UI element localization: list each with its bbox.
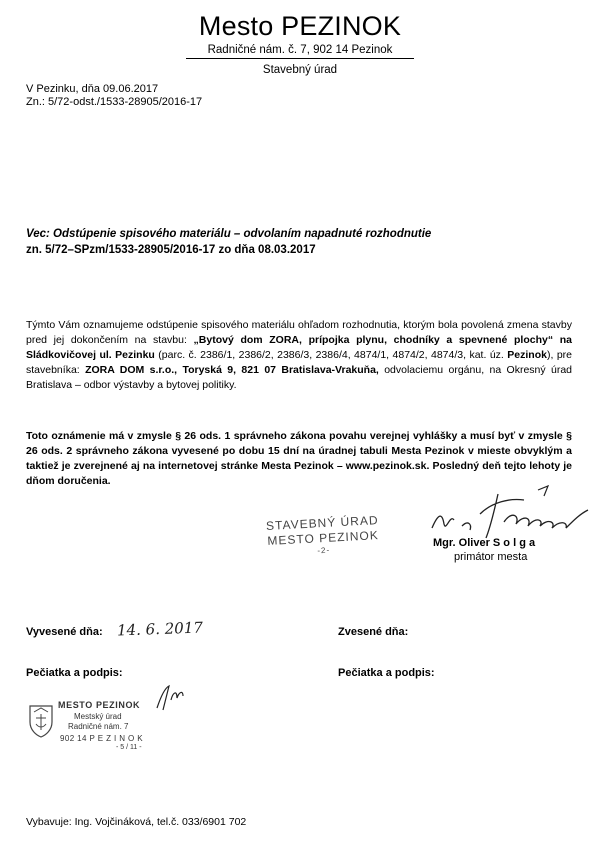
p1-project-name: „Bytový dom ZORA, prípojka plynu, chodníky a spevnené plochy“ na Sládkovičovej ul. Pezinku bbox=[26, 334, 572, 361]
signatory-role: primátor mesta bbox=[454, 551, 528, 563]
round-stamp-line-5: - 5 / 11 - bbox=[116, 744, 142, 751]
stamp-line-2: MESTO PEZINOK bbox=[267, 528, 380, 548]
city-title: Mesto PEZINOK bbox=[198, 11, 402, 41]
handled-by: Vybavuje: Ing. Vojčináková, tel.č. 033/6901 702 bbox=[26, 816, 247, 828]
p1-developer: ZORA DOM s.r.o., Toryská 9, 821 07 Bratislava-Vrakuňa, bbox=[85, 364, 379, 376]
reference-number: Zn.: 5/72-odst./1533-28905/2016-17 bbox=[26, 96, 203, 108]
round-stamp-line-4: 902 14 P E Z I N O K bbox=[60, 734, 143, 743]
coat-of-arms-icon bbox=[28, 704, 54, 738]
mayor-signature-icon bbox=[428, 484, 598, 542]
stamp-line-1: STAVEBNÝ ÚRAD bbox=[265, 513, 379, 533]
round-stamp-line-2: Mestský úrad bbox=[74, 712, 122, 721]
office-stamp bbox=[257, 513, 389, 560]
round-stamp-line-3: Radničné nám. 7 bbox=[68, 722, 129, 731]
posted-label: Vyvesené dňa: bbox=[26, 626, 103, 638]
posted-date-handwritten: 14. 6. 2017 bbox=[116, 618, 204, 640]
round-stamp-line-1: MESTO PEZINOK bbox=[58, 700, 141, 710]
p1-text-a: Týmto Vám oznamujeme odstúpenie spisového materiálu ohľadom rozhodnutia, ktorým bola povolená zmena stavby pred jej dokončením na stavbu: bbox=[26, 319, 572, 346]
p1-text-c: (parc. č. 2386/1, 2386/2, 2386/3, 2386/4, 4874/1, 4874/2, 4874/3, kat. úz. bbox=[154, 349, 508, 361]
removed-label: Zvesené dňa: bbox=[338, 626, 409, 638]
posting-stamp bbox=[28, 698, 188, 764]
paragraph-2: Toto oznámenie má v zmysle § 26 ods. 1 správneho zákona povahu verejnej vyhlášky a musí byť v zmysle § 26 ods. 2 správneho zákona vyvesené po dobu 15 dní na úradnej tabuli Mesta Pezinok v mieste obvyklým a taktiež je zverejnené aj na internetovej stránke Mesta Pezinok – www.pezinok.sk. Posledný deň tejto lehoty je dňom doručenia. bbox=[26, 430, 572, 487]
office-name: Stavebný úrad bbox=[262, 64, 338, 76]
p1-text-g: odvolaciemu orgánu, na Okresný úrad Bratislava – odbor výstavby a bytovej politiky. bbox=[26, 364, 572, 391]
stamp-line-3: -2- bbox=[317, 545, 331, 556]
subject bbox=[26, 226, 431, 258]
stamp-sign-label-right: Pečiatka a podpis: bbox=[338, 667, 435, 679]
subject-line-1: Vec: Odstúpenie spisového materiálu – odvolaním napadnuté rozhodnutie bbox=[26, 228, 432, 240]
city-address: Radničné nám. č. 7, 902 14 Pezinok bbox=[207, 44, 393, 56]
signatory-name: Mgr. Oliver S o l g a bbox=[433, 537, 536, 549]
header-divider bbox=[186, 58, 414, 59]
place-date: V Pezinku, dňa 09.06.2017 bbox=[26, 83, 159, 95]
paragraph-1 bbox=[26, 318, 572, 393]
p1-cadastral: Pezinok bbox=[507, 349, 547, 361]
posting-initials-icon bbox=[153, 682, 187, 712]
stamp-sign-label-left: Pečiatka a podpis: bbox=[26, 667, 123, 679]
subject-line-2: zn. 5/72–SPzm/1533-28905/2016-17 zo dňa 08.03.2017 bbox=[26, 244, 316, 256]
p1-text-e: ), pre stavebníka: bbox=[26, 349, 572, 376]
